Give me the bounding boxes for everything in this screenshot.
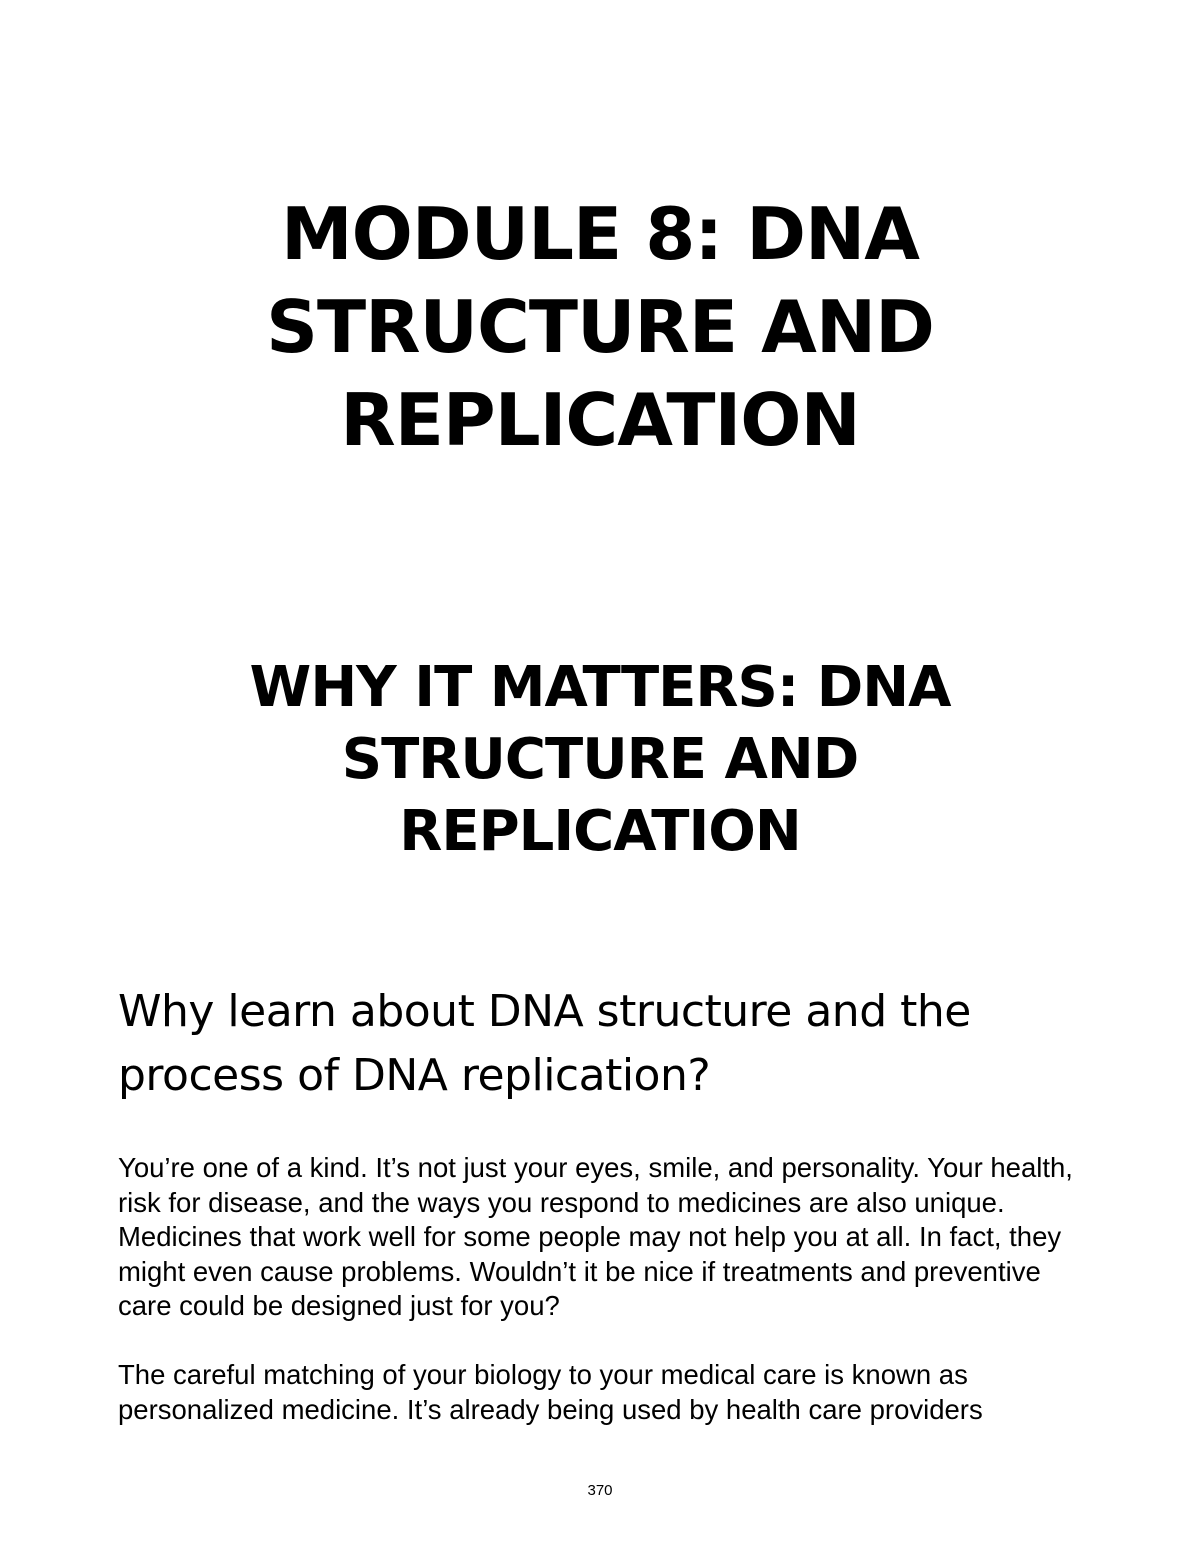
section-title: WHY IT MATTERS: DNA STRUCTURE AND REPLICATION (249, 655, 951, 864)
paragraph-2: The careful matching of your biology to your medical care is known as personalized medicine. It’s already being used by health care providers (118, 1359, 983, 1425)
module-title: MODULE 8: DNA STRUCTURE AND REPLICATION (266, 192, 934, 462)
section-question: Why learn about DNA structure and the process of DNA replication? (118, 986, 971, 1101)
paragraph-1: You’re one of a kind. It’s not just your eyes, smile, and personality. Your health, risk for disease, and the ways you respond to medicines are also unique. Medicines that work well for some people may not help you at all. In fact, they might even cause problems. Wouldn’t it be nice if treatments and preventive care could be designed just for you? (118, 1152, 1073, 1322)
page-number: 370 (587, 1482, 613, 1499)
